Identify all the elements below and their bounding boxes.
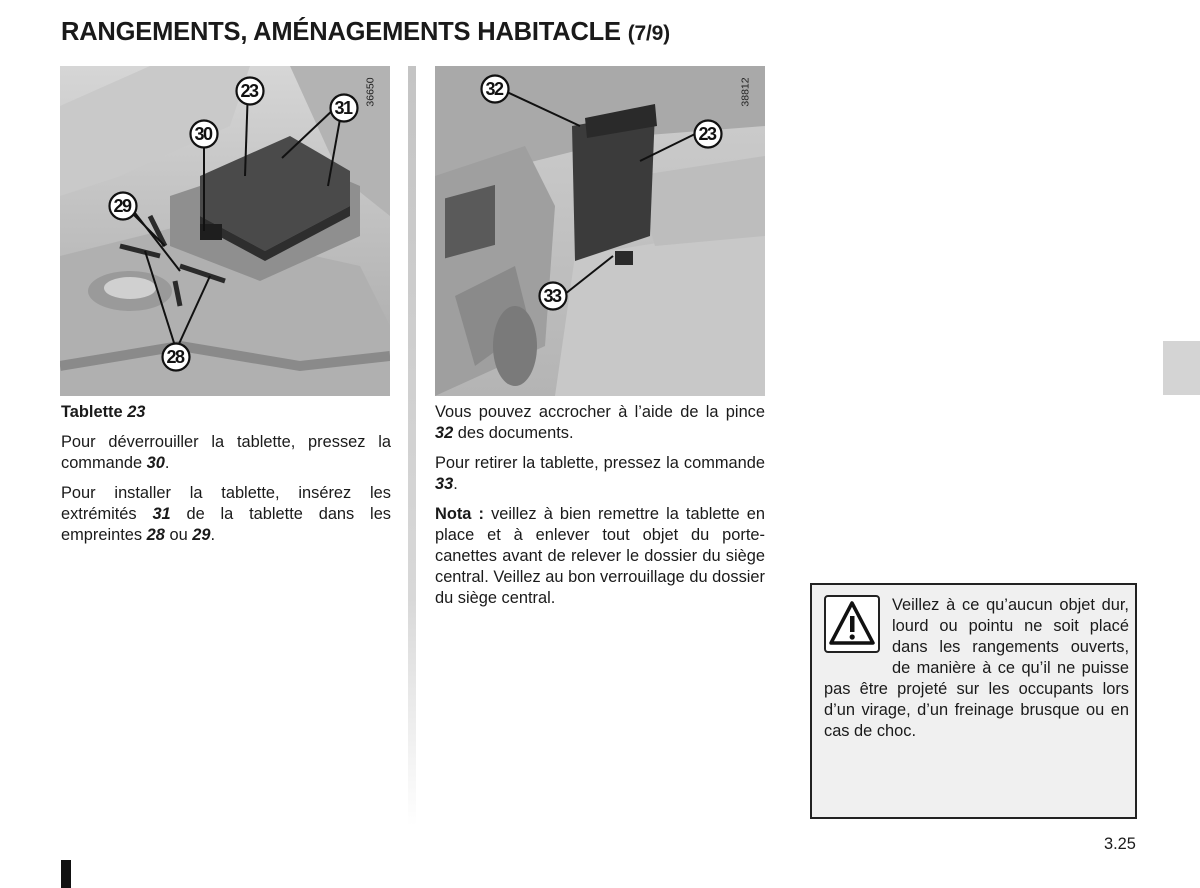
svg-text:23: 23 — [698, 124, 716, 144]
svg-text:30: 30 — [194, 124, 212, 144]
warning-box — [810, 583, 1137, 819]
page-title-text: RANGEMENTS, AMÉNAGEMENTS HABITACLE — [61, 18, 621, 46]
svg-text:28: 28 — [166, 347, 184, 367]
svg-text:23: 23 — [240, 81, 258, 101]
left-text-column — [61, 402, 391, 555]
column-divider — [408, 66, 416, 826]
callout-31 — [331, 95, 358, 122]
svg-text:32: 32 — [485, 79, 503, 99]
page-number: 3.25 — [1104, 835, 1136, 853]
figure-ref-number: 38812 — [739, 77, 752, 107]
svg-text:31: 31 — [334, 98, 352, 118]
paragraph-clip: Vous pouvez accrocher à l’aide de la pince 32 des documents. — [435, 403, 765, 442]
figure-ref-number: 36650 — [364, 77, 377, 107]
corner-mark — [61, 860, 71, 888]
svg-text:33: 33 — [543, 286, 561, 306]
callout-33 — [540, 283, 567, 310]
page-title-part: (7/9) — [627, 22, 670, 45]
svg-text:29: 29 — [113, 196, 131, 216]
callout-23 — [237, 78, 264, 105]
paragraph-remove: Pour retirer la tablette, pressez la commande 33. — [435, 454, 765, 493]
callout-23 — [695, 121, 722, 148]
right-text-column — [435, 402, 765, 618]
paragraph-nota: Nota : veillez à bien remettre la tablette en place et à enlever tout objet du porte-canettes avant de relever le dossier du siège central. Veillez au bon verrouillage du dossier du siège central. — [435, 505, 765, 607]
page-title — [61, 18, 670, 47]
callout-28 — [163, 344, 190, 371]
figure-armrest-tray — [60, 66, 390, 396]
dashboard-illustration — [435, 66, 765, 396]
callout-30 — [191, 121, 218, 148]
paragraph-install: Pour installer la tablette, insérez les extrémités 31 de la tablette dans les empreintes 28 ou 29. — [61, 484, 392, 544]
callout-32 — [482, 76, 509, 103]
callout-29 — [110, 193, 137, 220]
warning-text: Veillez à ce qu’aucun objet dur, lourd ou pointu ne soit placé dans les rangements ouverts, de manière à ce qu’il ne puisse pas être projeté sur les occupants lors d’un virage, d’un freinage brusque ou en cas de choc. — [824, 596, 1129, 740]
figure-tray-removal — [435, 66, 765, 396]
paragraph-unlock: Pour déverrouiller la tablette, pressez la commande 30. — [61, 433, 391, 472]
armrest-illustration — [60, 66, 390, 396]
section-tab-marker — [1163, 341, 1200, 395]
section-heading: Tablette 23 — [61, 403, 146, 421]
